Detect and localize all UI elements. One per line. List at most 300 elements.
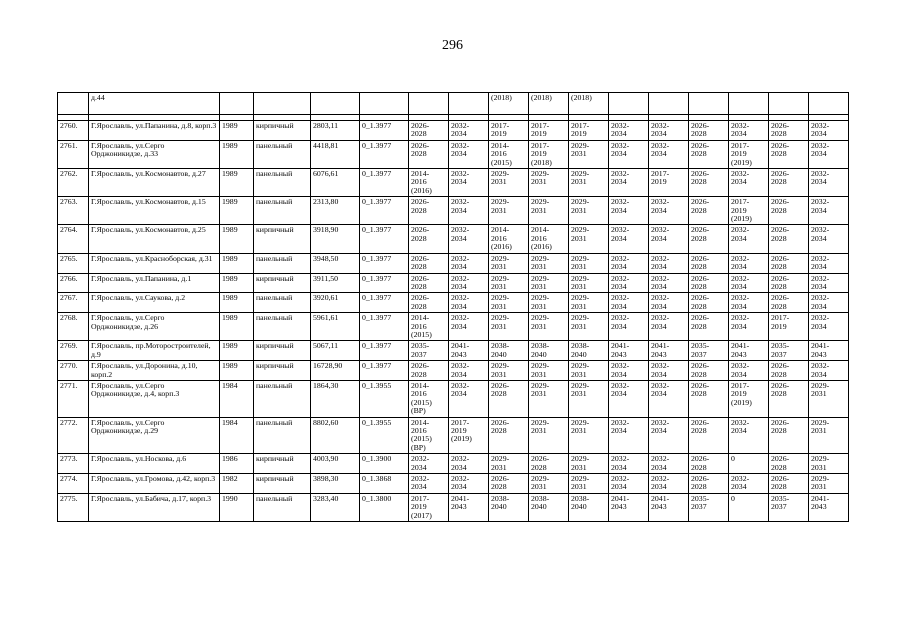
term-cell: 2029- 2031: [569, 197, 609, 225]
term-cell: 2026- 2028: [689, 380, 729, 417]
row-number-cell: 2774.: [58, 474, 89, 494]
term-cell: 2026- 2028: [689, 225, 729, 253]
year-cell: 1989: [220, 341, 254, 361]
address-cell: Г.Ярославль, ул.Папанина, д.1: [89, 273, 220, 293]
term-cell: 2041- 2043: [449, 341, 489, 361]
term-cell: 2032- 2034: [649, 253, 689, 273]
term-cell: 2014- 2016 (2016): [529, 225, 569, 253]
year-cell: 1984: [220, 380, 254, 417]
term-cell: 2029- 2031: [569, 361, 609, 381]
term-cell: 2029- 2031: [569, 313, 609, 341]
term-cell: 2029- 2031: [489, 273, 529, 293]
year-cell: 1989: [220, 225, 254, 253]
table-row: [58, 253, 849, 273]
term-cell: 2032- 2034: [649, 197, 689, 225]
table-row: [58, 361, 849, 381]
term-cell: 2035- 2037: [769, 341, 809, 361]
term-cell: 2035- 2037: [409, 341, 449, 361]
rate-cell: 0_1.3977: [360, 293, 409, 313]
row-number-cell: 2766.: [58, 273, 89, 293]
area-cell: 3920,61: [311, 293, 360, 313]
term-cell: 2032- 2034: [609, 140, 649, 168]
term-cell: 2029- 2031: [569, 169, 609, 197]
term-cell: 2026- 2028: [529, 454, 569, 474]
material-cell: панельный: [254, 253, 311, 273]
term-cell: 2032- 2034: [609, 273, 649, 293]
term-cell: 2032- 2034: [729, 273, 769, 293]
address-cell: Г.Ярославль, ул.Бабича, д.17, корп.3: [89, 493, 220, 521]
term-cell: 2041- 2043: [809, 493, 849, 521]
year-cell: 1989: [220, 361, 254, 381]
address-cell: Г.Ярославль, ул.Серго Орджоникидзе, д.29: [89, 417, 220, 454]
area-cell: 3918,90: [311, 225, 360, 253]
row-number-cell: 2768.: [58, 313, 89, 341]
term-cell: 2029- 2031: [809, 417, 849, 454]
material-cell: кирпичный: [254, 454, 311, 474]
address-cell: Г.Ярославль, ул.Громова, д.42, корп.3: [89, 474, 220, 494]
term-cell: 2017- 2019 (2019): [729, 197, 769, 225]
row-number-cell: 2769.: [58, 341, 89, 361]
term-cell: 2017- 2019 (2019): [449, 417, 489, 454]
term-cell: 2026- 2028: [689, 169, 729, 197]
term-cell: 2026- 2028: [409, 273, 449, 293]
term-cell: 2017- 2019: [569, 121, 609, 141]
area-cell: 5067,11: [311, 341, 360, 361]
term-cell: 2041- 2043: [609, 493, 649, 521]
term-cell: 2032- 2034: [609, 361, 649, 381]
material-cell: кирпичный: [254, 121, 311, 141]
term-cell: 2032- 2034: [809, 169, 849, 197]
term-cell: 2029- 2031: [489, 361, 529, 381]
material-cell: панельный: [254, 197, 311, 225]
term-cell: [809, 93, 849, 115]
term-cell: 2032- 2034: [649, 380, 689, 417]
term-cell: 2014- 2016 (2015) (ВР): [409, 417, 449, 454]
term-cell: 2032- 2034: [609, 417, 649, 454]
row-number-cell: 2770.: [58, 361, 89, 381]
rate-cell: 0_1.3977: [360, 169, 409, 197]
year-cell: 1984: [220, 417, 254, 454]
year-cell: 1990: [220, 493, 254, 521]
row-number-cell: 2772.: [58, 417, 89, 454]
year-cell: 1989: [220, 293, 254, 313]
term-cell: 2017- 2019: [529, 121, 569, 141]
term-cell: 2032- 2034: [609, 197, 649, 225]
term-cell: 2032- 2034: [809, 293, 849, 313]
material-cell: кирпичный: [254, 225, 311, 253]
year-cell: 1989: [220, 313, 254, 341]
term-cell: 2026- 2028: [489, 474, 529, 494]
term-cell: 2026- 2028: [409, 225, 449, 253]
term-cell: 2032- 2034: [809, 121, 849, 141]
term-cell: 2032- 2034: [809, 225, 849, 253]
year-cell: 1982: [220, 474, 254, 494]
term-cell: 2026- 2028: [769, 225, 809, 253]
term-cell: [729, 93, 769, 115]
term-cell: 2029- 2031: [489, 454, 529, 474]
term-cell: 2029- 2031: [569, 474, 609, 494]
material-cell: панельный: [254, 380, 311, 417]
address-cell: Г.Ярославль, ул.Космонавтов, д.27: [89, 169, 220, 197]
row-number-cell: 2760.: [58, 121, 89, 141]
table-row: [58, 493, 849, 521]
address-cell: Г.Ярославль, ул.Папанина, д.8, корп.3: [89, 121, 220, 141]
term-cell: 2029- 2031: [529, 273, 569, 293]
address-cell: Г.Ярославль, ул.Серго Орджоникидзе, д.26: [89, 313, 220, 341]
address-cell: Г.Ярославль, ул.Серго Орджоникидзе, д.33: [89, 140, 220, 168]
rate-cell: 0_1.3955: [360, 417, 409, 454]
term-cell: 2038- 2040: [529, 341, 569, 361]
term-cell: 2032- 2034: [809, 253, 849, 273]
term-cell: 2032- 2034: [649, 140, 689, 168]
term-cell: 2026- 2028: [769, 454, 809, 474]
material-cell: кирпичный: [254, 361, 311, 381]
term-cell: 2032- 2034: [649, 273, 689, 293]
term-cell: 2032- 2034: [409, 454, 449, 474]
term-cell: 2029- 2031: [529, 253, 569, 273]
term-cell: 2026- 2028: [689, 313, 729, 341]
term-cell: 2029- 2031: [489, 253, 529, 273]
term-cell: 2032- 2034: [609, 225, 649, 253]
address-cell: Г.Ярославль, ул.Красноборская, д.31: [89, 253, 220, 273]
term-cell: 2029- 2031: [569, 417, 609, 454]
term-cell: 2032- 2034: [729, 474, 769, 494]
table-row: [58, 121, 849, 141]
table-row: [58, 225, 849, 253]
term-cell: 2038- 2040: [569, 341, 609, 361]
term-cell: 2029- 2031: [569, 225, 609, 253]
term-cell: 2017- 2019 (2019): [729, 380, 769, 417]
rate-cell: 0_1.3977: [360, 361, 409, 381]
term-cell: 2032- 2034: [809, 197, 849, 225]
term-cell: (2018): [489, 93, 529, 115]
term-cell: 2032- 2034: [609, 169, 649, 197]
area-cell: 3948,50: [311, 253, 360, 273]
address-cell: Г.Ярославль, ул.Космонавтов, д.25: [89, 225, 220, 253]
term-cell: 2032- 2034: [729, 293, 769, 313]
term-cell: 2032- 2034: [649, 454, 689, 474]
term-cell: 2032- 2034: [649, 474, 689, 494]
term-cell: 2041- 2043: [609, 341, 649, 361]
term-cell: 2014- 2016 (2015): [489, 140, 529, 168]
term-cell: 2026- 2028: [769, 273, 809, 293]
area-cell: 2803,11: [311, 121, 360, 141]
term-cell: 2029- 2031: [529, 293, 569, 313]
term-cell: 2041- 2043: [649, 341, 689, 361]
material-cell: панельный: [254, 169, 311, 197]
area-cell: 2313,80: [311, 197, 360, 225]
term-cell: 2038- 2040: [569, 493, 609, 521]
term-cell: 2032- 2034: [609, 454, 649, 474]
term-cell: (2018): [569, 93, 609, 115]
term-cell: 2026- 2028: [689, 121, 729, 141]
term-cell: 2026- 2028: [409, 253, 449, 273]
term-cell: 2026- 2028: [689, 140, 729, 168]
rate-cell: 0_1.3868: [360, 474, 409, 494]
term-cell: 2032- 2034: [449, 140, 489, 168]
table-row: [58, 169, 849, 197]
row-number-cell: 2761.: [58, 140, 89, 168]
table-row: [58, 273, 849, 293]
term-cell: 2032- 2034: [729, 121, 769, 141]
row-number-cell: 2764.: [58, 225, 89, 253]
continuation-row: [58, 93, 849, 115]
term-cell: 2032- 2034: [729, 169, 769, 197]
term-cell: 0: [729, 493, 769, 521]
term-cell: 2026- 2028: [409, 197, 449, 225]
term-cell: 0: [729, 454, 769, 474]
term-cell: 2017- 2019 (2018): [529, 140, 569, 168]
term-cell: 2029- 2031: [489, 169, 529, 197]
row-number-cell: 2765.: [58, 253, 89, 273]
rate-cell: 0_1.3977: [360, 313, 409, 341]
term-cell: 2032- 2034: [609, 293, 649, 313]
term-cell: 2041- 2043: [809, 341, 849, 361]
term-cell: 2026- 2028: [769, 197, 809, 225]
row-number-cell: [58, 93, 89, 115]
table-row: [58, 380, 849, 417]
year-cell: 1989: [220, 140, 254, 168]
term-cell: 2032- 2034: [649, 225, 689, 253]
rate-cell: 0_1.3977: [360, 273, 409, 293]
row-number-cell: 2762.: [58, 169, 89, 197]
term-cell: 2029- 2031: [489, 313, 529, 341]
area-cell: 3898,30: [311, 474, 360, 494]
area-cell: 4003,90: [311, 454, 360, 474]
rate-cell: 0_1.3977: [360, 197, 409, 225]
term-cell: 2038- 2040: [529, 493, 569, 521]
term-cell: 2029- 2031: [529, 313, 569, 341]
term-cell: [449, 93, 489, 115]
term-cell: 2032- 2034: [449, 169, 489, 197]
year-cell: 1989: [220, 253, 254, 273]
term-cell: 2038- 2040: [489, 341, 529, 361]
address-cell: Г.Ярославль, пр.Моторостроителей, д.9: [89, 341, 220, 361]
area-cell: 6076,61: [311, 169, 360, 197]
material-cell: кирпичный: [254, 273, 311, 293]
term-cell: 2032- 2034: [449, 273, 489, 293]
area-cell: 3911,50: [311, 273, 360, 293]
area-cell: [311, 93, 360, 115]
term-cell: 2029- 2031: [529, 197, 569, 225]
area-cell: 4418,81: [311, 140, 360, 168]
term-cell: 2032- 2034: [809, 361, 849, 381]
area-cell: 5961,61: [311, 313, 360, 341]
table-row: [58, 140, 849, 168]
term-cell: 2032- 2034: [729, 417, 769, 454]
term-cell: 2026- 2028: [689, 293, 729, 313]
term-cell: 2041- 2043: [729, 341, 769, 361]
term-cell: 2017- 2019: [489, 121, 529, 141]
term-cell: 2032- 2034: [809, 273, 849, 293]
term-cell: [409, 93, 449, 115]
term-cell: 2032- 2034: [609, 121, 649, 141]
term-cell: 2032- 2034: [609, 313, 649, 341]
table-row: [58, 341, 849, 361]
term-cell: 2032- 2034: [449, 197, 489, 225]
rate-cell: 0_1.3900: [360, 454, 409, 474]
term-cell: 2014- 2016 (2016): [489, 225, 529, 253]
year-cell: 1989: [220, 121, 254, 141]
material-cell: [254, 93, 311, 115]
term-cell: 2026- 2028: [769, 293, 809, 313]
term-cell: 2029- 2031: [809, 474, 849, 494]
term-cell: 2026- 2028: [769, 474, 809, 494]
term-cell: 2032- 2034: [609, 380, 649, 417]
rate-cell: 0_1.3977: [360, 253, 409, 273]
term-cell: 2014- 2016 (2015): [409, 313, 449, 341]
table-row: [58, 313, 849, 341]
term-cell: 2032- 2034: [809, 313, 849, 341]
term-cell: [649, 93, 689, 115]
material-cell: кирпичный: [254, 474, 311, 494]
term-cell: 2026- 2028: [409, 121, 449, 141]
term-cell: 2032- 2034: [609, 253, 649, 273]
year-cell: 1989: [220, 197, 254, 225]
term-cell: 2026- 2028: [409, 140, 449, 168]
address-cell: д.44: [89, 93, 220, 115]
address-cell: Г.Ярославль, ул.Серго Орджоникидзе, д.4, корп.3: [89, 380, 220, 417]
material-cell: кирпичный: [254, 341, 311, 361]
term-cell: 2032- 2034: [409, 474, 449, 494]
term-cell: 2029- 2031: [489, 293, 529, 313]
term-cell: 2038- 2040: [489, 493, 529, 521]
rate-cell: [360, 93, 409, 115]
term-cell: 2032- 2034: [649, 361, 689, 381]
term-cell: 2017- 2019 (2017): [409, 493, 449, 521]
rate-cell: 0_1.3977: [360, 225, 409, 253]
address-cell: Г.Ярославль, ул.Космонавтов, д.15: [89, 197, 220, 225]
term-cell: 2029- 2031: [569, 293, 609, 313]
term-cell: 2032- 2034: [449, 380, 489, 417]
table-row: [58, 474, 849, 494]
term-cell: 2032- 2034: [609, 474, 649, 494]
material-cell: панельный: [254, 140, 311, 168]
area-cell: 3283,40: [311, 493, 360, 521]
term-cell: 2026- 2028: [689, 197, 729, 225]
term-cell: 2029- 2031: [569, 380, 609, 417]
term-cell: 2032- 2034: [649, 417, 689, 454]
term-cell: 2026- 2028: [769, 140, 809, 168]
term-cell: 2032- 2034: [729, 361, 769, 381]
table-row: [58, 454, 849, 474]
term-cell: 2041- 2043: [649, 493, 689, 521]
term-cell: 2026- 2028: [409, 293, 449, 313]
term-cell: 2029- 2031: [529, 380, 569, 417]
row-number-cell: 2767.: [58, 293, 89, 313]
term-cell: 2032- 2034: [449, 253, 489, 273]
rate-cell: 0_1.3800: [360, 493, 409, 521]
term-cell: 2032- 2034: [649, 313, 689, 341]
term-cell: 2032- 2034: [649, 121, 689, 141]
year-cell: [220, 93, 254, 115]
address-cell: Г.Ярославль, ул.Саукова, д.2: [89, 293, 220, 313]
rate-cell: 0_1.3977: [360, 121, 409, 141]
term-cell: 2032- 2034: [809, 140, 849, 168]
rate-cell: 0_1.3977: [360, 341, 409, 361]
term-cell: 2026- 2028: [489, 417, 529, 454]
area-cell: 16728,90: [311, 361, 360, 381]
term-cell: 2029- 2031: [569, 140, 609, 168]
term-cell: 2029- 2031: [569, 273, 609, 293]
term-cell: 2026- 2028: [689, 253, 729, 273]
term-cell: 2029- 2031: [569, 454, 609, 474]
term-cell: [609, 93, 649, 115]
term-cell: 2026- 2028: [689, 273, 729, 293]
term-cell: 2014- 2016 (2016): [409, 169, 449, 197]
term-cell: 2032- 2034: [449, 474, 489, 494]
term-cell: 2026- 2028: [689, 417, 729, 454]
term-cell: 2026- 2028: [689, 454, 729, 474]
material-cell: панельный: [254, 417, 311, 454]
row-number-cell: 2771.: [58, 380, 89, 417]
address-cell: Г.Ярославль, ул.Доронина, д.10, корп.2: [89, 361, 220, 381]
term-cell: 2035- 2037: [689, 341, 729, 361]
term-cell: 2014- 2016 (2015) (ВР): [409, 380, 449, 417]
term-cell: 2041- 2043: [449, 493, 489, 521]
term-cell: 2026- 2028: [689, 361, 729, 381]
term-cell: 2032- 2034: [729, 225, 769, 253]
row-number-cell: 2775.: [58, 493, 89, 521]
rate-cell: 0_1.3977: [360, 140, 409, 168]
term-cell: 2032- 2034: [729, 313, 769, 341]
term-cell: 2017- 2019: [769, 313, 809, 341]
term-cell: 2026- 2028: [769, 253, 809, 273]
year-cell: 1986: [220, 454, 254, 474]
term-cell: 2026- 2028: [409, 361, 449, 381]
term-cell: 2026- 2028: [769, 361, 809, 381]
term-cell: 2026- 2028: [769, 417, 809, 454]
table-row: [58, 197, 849, 225]
page-number: 296: [442, 38, 463, 53]
term-cell: 2017- 2019 (2019): [729, 140, 769, 168]
rate-cell: 0_1.3955: [360, 380, 409, 417]
table-row: [58, 417, 849, 454]
term-cell: [769, 93, 809, 115]
term-cell: 2032- 2034: [449, 121, 489, 141]
term-cell: 2032- 2034: [449, 454, 489, 474]
material-cell: панельный: [254, 313, 311, 341]
year-cell: 1989: [220, 169, 254, 197]
material-cell: панельный: [254, 293, 311, 313]
term-cell: 2017- 2019: [649, 169, 689, 197]
year-cell: 1989: [220, 273, 254, 293]
term-cell: 2032- 2034: [449, 293, 489, 313]
housing-repair-schedule-table: [57, 92, 849, 522]
table-row: [58, 293, 849, 313]
term-cell: 2032- 2034: [649, 293, 689, 313]
row-number-cell: 2773.: [58, 454, 89, 474]
term-cell: 2035- 2037: [769, 493, 809, 521]
term-cell: 2029- 2031: [809, 380, 849, 417]
area-cell: 8802,60: [311, 417, 360, 454]
term-cell: 2032- 2034: [449, 225, 489, 253]
term-cell: 2029- 2031: [529, 169, 569, 197]
term-cell: 2026- 2028: [769, 380, 809, 417]
term-cell: 2029- 2031: [529, 361, 569, 381]
term-cell: 2026- 2028: [769, 169, 809, 197]
term-cell: 2032- 2034: [449, 361, 489, 381]
term-cell: 2029- 2031: [809, 454, 849, 474]
term-cell: 2026- 2028: [769, 121, 809, 141]
row-number-cell: 2763.: [58, 197, 89, 225]
term-cell: 2029- 2031: [529, 474, 569, 494]
address-cell: Г.Ярославль, ул.Носкова, д.6: [89, 454, 220, 474]
term-cell: 2032- 2034: [449, 313, 489, 341]
material-cell: панельный: [254, 493, 311, 521]
term-cell: 2026- 2028: [489, 380, 529, 417]
term-cell: 2029- 2031: [569, 253, 609, 273]
